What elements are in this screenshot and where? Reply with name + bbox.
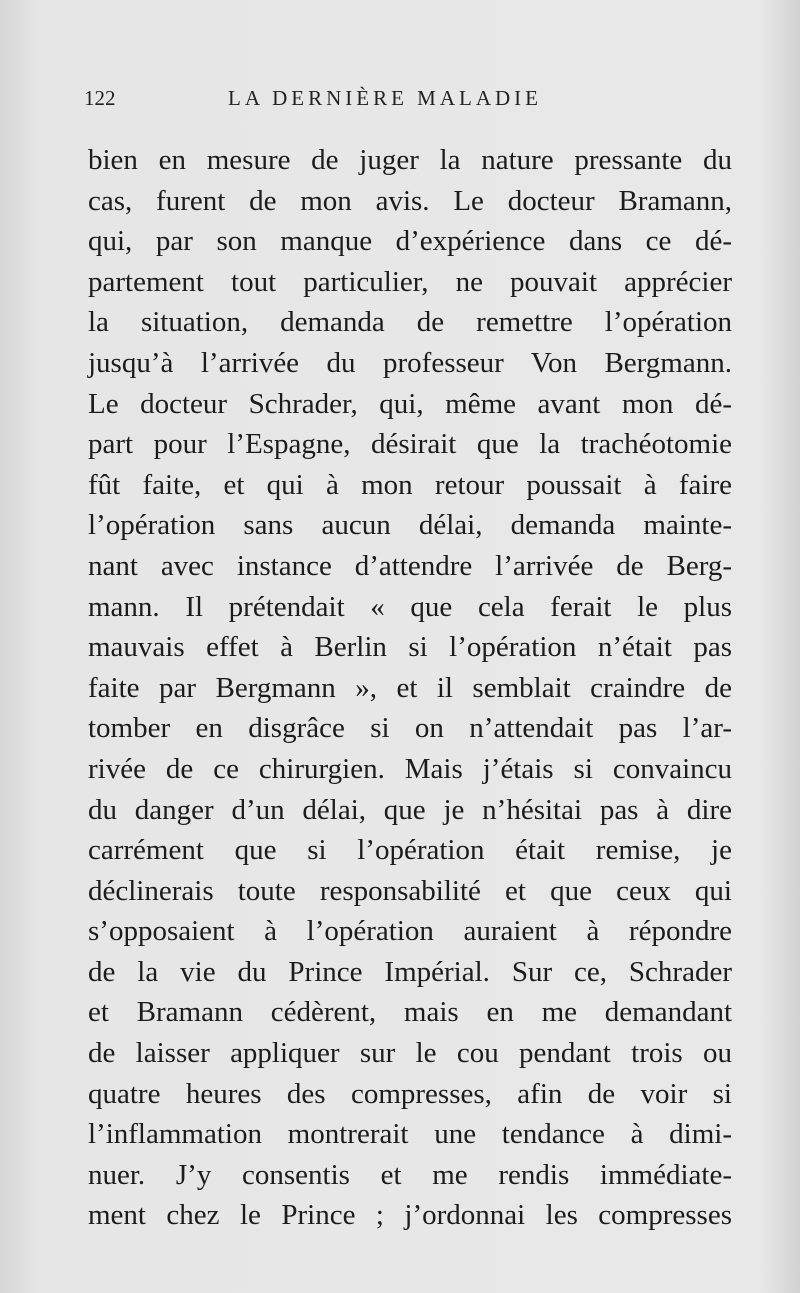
running-title: LA DERNIÈRE MALADIE — [228, 86, 542, 110]
text-line: du danger d’un délai, que je n’hésitai pas à dire — [88, 793, 732, 826]
text-line: bien en mesure de juger la nature pressante du — [88, 144, 732, 176]
text-line: qui, par son manque d’expérience dans ce dé- — [88, 225, 732, 258]
page-header — [84, 86, 734, 120]
text-line: nant avec instance d’attendre l’arrivée de Berg- — [88, 549, 732, 582]
text-line: déclinerais toute responsabilité et que ceux qui — [88, 874, 732, 907]
text-line: ment chez le Prince ; j’ordonnai les compresses — [88, 1199, 732, 1232]
text-line: faite par Bergmann », et il semblait craindre de — [88, 671, 732, 704]
text-line: mauvais effet à Berlin si l’opération n’était pas — [88, 631, 732, 664]
page-number: 122 — [84, 86, 116, 110]
text-line: quatre heures des compresses, afin de voir si — [88, 1077, 732, 1110]
text-line: rivée de ce chirurgien. Mais j’étais si convaincu — [88, 752, 732, 785]
text-line: cas, furent de mon avis. Le docteur Bramann, — [88, 184, 732, 217]
text-line: tomber en disgrâce si on n’attendait pas l’ar- — [88, 712, 732, 745]
text-line: part pour l’Espagne, désirait que la trachéotomie — [88, 428, 732, 461]
text-line: carrément que si l’opération était remise, je — [88, 834, 732, 867]
text-line: l’opération sans aucun délai, demanda mainte- — [88, 509, 732, 542]
text-line: jusqu’à l’arrivée du professeur Von Bergmann. — [88, 346, 732, 379]
text-line: Le docteur Schrader, qui, même avant mon dé- — [88, 387, 732, 420]
text-line: de la vie du Prince Impérial. Sur ce, Schrader — [88, 955, 732, 988]
body-text — [88, 140, 732, 1236]
text-line: la situation, demanda de remettre l’opération — [88, 306, 732, 339]
text-line: mann. Il prétendait « que cela ferait le plus — [88, 590, 732, 623]
text-line: fût faite, et qui à mon retour poussait à faire — [88, 468, 732, 501]
text-line: de laisser appliquer sur le cou pendant trois ou — [88, 1037, 732, 1070]
text-line: l’inflammation montrerait une tendance à dimi- — [88, 1118, 732, 1151]
text-line: et Bramann cédèrent, mais en me demandant — [88, 996, 732, 1029]
text-line: partement tout particulier, ne pouvait apprécier — [88, 265, 732, 298]
text-line: s’opposaient à l’opération auraient à répondre — [88, 915, 732, 948]
text-line: nuer. J’y consentis et me rendis immédiate- — [88, 1158, 732, 1191]
